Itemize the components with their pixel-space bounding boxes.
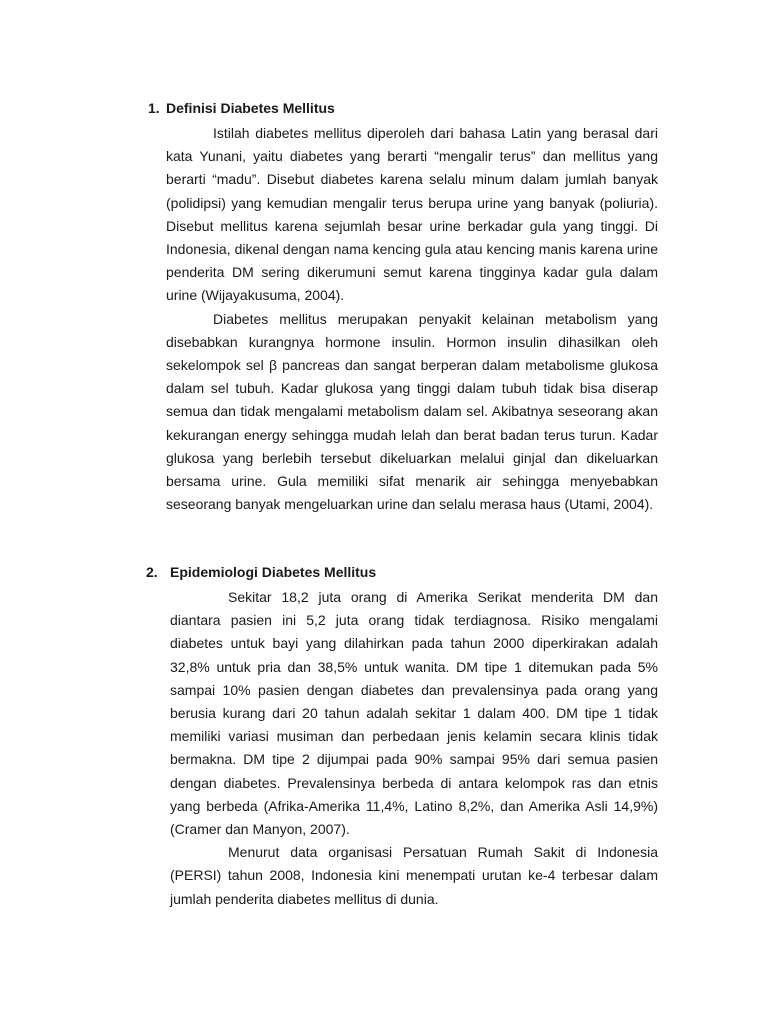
section-epidemiologi — [146, 562, 658, 911]
section-definisi — [148, 98, 658, 516]
paragraph: Sekitar 18,2 juta orang di Amerika Serikat menderita DM dan diantara pasien ini 5,2 juta orang tidak terdiagnosa. Risiko mengalami diabetes untuk bayi yang dilahirkan pada tahun 2000 diperkirakan adalah 32,8% untuk pria dan 38,5% untuk wanita. DM tipe 1 ditemukan pada 5% sampai 10% pasien dengan diabetes dan prevalensinya pada orang yang berusia kurang dari 20 tahun adalah sekitar 1 dalam 400. DM tipe 1 tidak memiliki variasi musiman dan perbedaan jenis kelamin secara klinis tidak bermakna. DM tipe 2 dijumpai pada 90% sampai 95% dari semua pasien dengan diabetes. Prevalensinya berbeda di antara kelompok ras dan etnis yang berbeda (Afrika-Amerika 11,4%, Latino 8,2%, dan Amerika Asli 14,9%) (Cramer dan Manyon, 2007). — [170, 589, 658, 838]
section-title: Epidemiologi Diabetes Mellitus — [170, 564, 377, 580]
section-heading — [146, 562, 658, 582]
section-number: 2. — [146, 564, 158, 580]
paragraph: Istilah diabetes mellitus diperoleh dari bahasa Latin yang berasal dari kata Yunani, yaitu diabetes yang berarti “mengalir terus” dan mellitus yang berarti “madu”. Disebut diabetes karena selalu minum dalam jumlah banyak (polidipsi) yang kemudian mengalir terus berupa urine yang banyak (poliuria). Disebut mellitus karena sejumlah besar urine berkadar gula yang tinggi. Di Indonesia, dikenal dengan nama kencing gula atau kencing manis karena urine penderita DM sering dikerumuni semut karena tingginya kadar gula dalam urine (Wijayakusuma, 2004). — [166, 125, 658, 304]
section-title: Definisi Diabetes Mellitus — [166, 100, 335, 116]
paragraph: Menurut data organisasi Persatuan Rumah Sakit di Indonesia (PERSI) tahun 2008, Indonesia kini menempati urutan ke-4 terbesar dalam jumlah penderita diabetes mellitus di dunia. — [170, 844, 658, 907]
section-number: 1. — [148, 100, 160, 116]
paragraph: Diabetes mellitus merupakan penyakit kelainan metabolism yang disebabkan kurangnya hormone insulin. Hormon insulin dihasilkan oleh sekelompok sel β pancreas dan sangat berperan dalam metabolisme glukosa dalam sel tubuh. Kadar glukosa yang tinggi dalam tubuh tidak bisa diserap semua dan tidak mengalami metabolism dalam sel. Akibatnya seseorang akan kekurangan energy sehingga mudah lelah dan berat badan terus turun. Kadar glukosa yang berlebih tersebut dikeluarkan melalui ginjal dan dikeluarkan bersama urine. Gula memiliki sifat menarik air sehingga menyebabkan seseorang banyak mengeluarkan urine dan selalu merasa haus (Utami, 2004). — [166, 310, 658, 513]
section-heading — [148, 98, 658, 118]
